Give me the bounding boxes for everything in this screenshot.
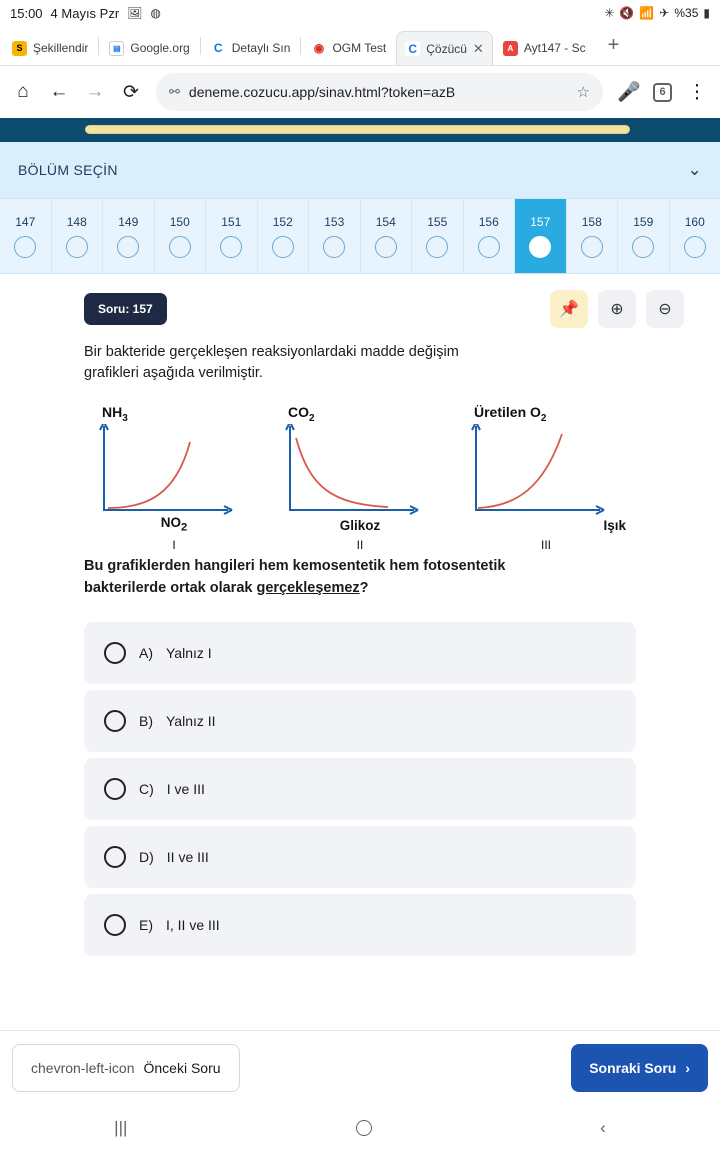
option-text: Yalnız I xyxy=(166,644,212,661)
new-tab-button[interactable]: + xyxy=(607,34,620,56)
question-number-label: 148 xyxy=(66,214,87,229)
url-text: deneme.cozucu.app/sinav.html?token=azB xyxy=(188,84,456,100)
question-area xyxy=(0,274,720,956)
question-number-label: 160 xyxy=(684,214,705,229)
question-number-157-active[interactable] xyxy=(515,199,567,273)
question-number-label: 156 xyxy=(478,214,499,229)
system-navigation-bar[interactable] xyxy=(0,1104,720,1152)
question-number-155[interactable] xyxy=(412,199,464,273)
tab-divider xyxy=(300,37,301,55)
tab-label: OGM Test xyxy=(332,41,387,55)
status-bubble xyxy=(581,236,603,258)
question-number-label: 152 xyxy=(272,214,293,229)
signal-icon: ✈ xyxy=(659,6,670,20)
browser-tab-1[interactable] xyxy=(4,31,96,65)
previous-question-label: Önceki Soru xyxy=(143,1059,221,1076)
answer-options xyxy=(84,622,636,956)
pin-icon[interactable]: 📌 xyxy=(550,290,588,328)
graph-2 xyxy=(270,402,450,552)
browser-tab-5-active[interactable] xyxy=(396,31,493,65)
graph-2-plot xyxy=(284,424,424,524)
browser-tab-2[interactable] xyxy=(101,31,197,65)
option-text: II ve III xyxy=(166,848,209,865)
home-circle-icon[interactable] xyxy=(356,1120,372,1136)
option-text: I ve III xyxy=(166,780,205,797)
tab-label: Çözücü xyxy=(426,41,467,56)
bluetooth-icon: ✳ xyxy=(604,6,615,20)
option-b[interactable] xyxy=(84,690,636,752)
graph-figure-group xyxy=(84,402,636,552)
question-prompt xyxy=(84,556,636,600)
question-number-label: 150 xyxy=(169,214,190,229)
tab-divider xyxy=(200,37,201,55)
question-prompt-a: Bu grafiklerden hangileri hem kemosentetik hem fotosentetik xyxy=(84,558,506,575)
radio-button[interactable] xyxy=(104,642,126,664)
whatsapp-icon: ◍ xyxy=(150,6,161,20)
previous-question-button[interactable] xyxy=(12,1044,240,1092)
browser-toolbar xyxy=(0,66,720,118)
question-number-label: 151 xyxy=(221,214,242,229)
tab-count-button[interactable]: 6 xyxy=(653,83,672,102)
status-bubble xyxy=(272,236,294,258)
option-text: I, II ve III xyxy=(166,916,220,933)
question-number-147[interactable] xyxy=(0,199,52,273)
recents-icon[interactable]: ||| xyxy=(114,1118,128,1137)
zoom-out-icon[interactable]: ⊖ xyxy=(646,290,684,328)
option-e[interactable] xyxy=(84,894,636,956)
next-question-button[interactable] xyxy=(571,1044,708,1092)
stem-line-1: Bir bakteride gerçekleşen reaksiyonlardaki madde değişim xyxy=(84,344,459,360)
graph-2-x-axis-label: Glikoz xyxy=(339,518,381,534)
progress-bar xyxy=(85,125,630,134)
browser-tab-strip[interactable] xyxy=(0,26,720,66)
question-number-150[interactable] xyxy=(155,199,207,273)
option-letter: A) xyxy=(139,644,153,661)
graph-1-x-axis-label: $NO_2$ xyxy=(160,515,188,534)
exam-progress-header xyxy=(0,118,720,142)
chevron-left-icon: chevron-left-icon xyxy=(31,1059,135,1076)
radio-button[interactable] xyxy=(104,846,126,868)
browser-tab-4[interactable] xyxy=(303,31,394,65)
close-icon[interactable]: ✕ xyxy=(472,40,484,56)
battery-icon: ▮ xyxy=(703,6,710,20)
tab-label: Ayt147 - Sc xyxy=(523,41,586,55)
tab-label: Şekillendir xyxy=(33,41,89,55)
question-number-strip[interactable] xyxy=(0,198,720,274)
question-number-label: 159 xyxy=(633,214,654,229)
address-bar[interactable] xyxy=(156,73,603,111)
question-number-label: 157 xyxy=(530,214,551,229)
question-body xyxy=(84,342,636,600)
graph-1-roman: I xyxy=(172,537,176,552)
status-bubble xyxy=(684,236,706,258)
cozucu-icon: C xyxy=(211,41,226,56)
question-number-label: 155 xyxy=(427,214,448,229)
status-bubble xyxy=(117,236,139,258)
image-icon: 🖼 xyxy=(127,6,143,20)
question-number-label: 158 xyxy=(581,214,602,229)
option-letter: C) xyxy=(139,780,154,797)
status-bubble xyxy=(220,236,242,258)
question-tools xyxy=(550,290,684,328)
tab-label: Detaylı Sın xyxy=(231,41,291,55)
s-letter-icon: S xyxy=(12,41,27,56)
graph-1 xyxy=(84,402,264,552)
radio-button[interactable] xyxy=(104,914,126,936)
graph-3-y-axis-label: Üretilen $O_2$ xyxy=(474,404,547,424)
question-badge: Soru: 157 xyxy=(84,293,167,325)
graph-3-x-axis-label: Işık xyxy=(603,518,626,534)
option-letter: B) xyxy=(139,712,153,729)
status-date: 4 Mayıs Pzr xyxy=(50,5,120,21)
browser-tab-3[interactable] xyxy=(203,31,299,65)
option-a[interactable] xyxy=(84,622,636,684)
question-number-151[interactable] xyxy=(206,199,258,273)
microphone-icon[interactable]: 🎤 xyxy=(617,82,641,103)
status-bar xyxy=(0,0,720,26)
radio-button[interactable] xyxy=(104,778,126,800)
question-header xyxy=(0,290,720,328)
cozucu-icon: C xyxy=(405,41,420,56)
question-number-149[interactable] xyxy=(103,199,155,273)
option-text: Yalnız II xyxy=(166,712,216,729)
chevron-down-icon[interactable]: ⌄ xyxy=(687,160,702,179)
section-selector-label: BÖLÜM SEÇİN xyxy=(18,162,118,178)
star-icon[interactable]: ☆ xyxy=(576,84,590,101)
radio-button[interactable] xyxy=(104,710,126,732)
question-number-158[interactable] xyxy=(567,199,619,273)
status-bubble xyxy=(478,236,500,258)
overflow-menu-icon[interactable]: ⋮ xyxy=(687,81,707,103)
option-letter: E) xyxy=(139,916,153,933)
next-question-label: Sonraki Soru xyxy=(589,1059,677,1076)
graph-3-roman: III xyxy=(540,537,551,552)
question-number-160[interactable] xyxy=(670,199,720,273)
question-number-159[interactable] xyxy=(618,199,670,273)
back-icon[interactable]: ‹ xyxy=(600,1118,606,1137)
option-c[interactable] xyxy=(84,758,636,820)
question-prompt-b: bakterilerde ortak olarak xyxy=(84,579,257,596)
graph-2-y-axis-label: $CO_2$ xyxy=(288,404,315,424)
option-d[interactable] xyxy=(84,826,636,888)
status-bubble xyxy=(632,236,654,258)
tab-label: Google.org xyxy=(130,41,190,55)
ayt-icon: A xyxy=(503,41,518,56)
question-number-152[interactable] xyxy=(258,199,310,273)
tab-divider xyxy=(98,37,99,55)
question-number-154[interactable] xyxy=(361,199,413,273)
question-number-153[interactable] xyxy=(309,199,361,273)
status-bubble xyxy=(323,236,345,258)
question-footer xyxy=(0,1030,720,1104)
ogm-icon: ◉ xyxy=(311,41,326,56)
option-letter: D) xyxy=(139,848,154,865)
battery-percent: %35 xyxy=(674,6,699,20)
status-bubble xyxy=(529,236,551,258)
page-info-icon[interactable]: ⚯ xyxy=(169,84,180,99)
question-number-label: 153 xyxy=(324,214,345,229)
question-number-label: 147 xyxy=(15,214,36,229)
back-arrow-icon[interactable]: ← xyxy=(49,81,69,102)
question-number-label: 149 xyxy=(118,214,139,229)
graph-3-plot xyxy=(470,424,610,524)
google-docs-icon: ▤ xyxy=(109,41,124,56)
stem-line-2: grafikleri aşağıda verilmiştir. xyxy=(84,365,263,382)
question-number-label: 154 xyxy=(375,214,396,229)
chevron-right-icon: › xyxy=(685,1059,690,1076)
status-bubble xyxy=(426,236,448,258)
status-bubble xyxy=(375,236,397,258)
status-time: 15:00 xyxy=(10,5,43,21)
forward-arrow-icon[interactable]: → xyxy=(85,81,105,102)
question-prompt-underlined: gerçekleşemez xyxy=(256,579,360,596)
status-bubble xyxy=(169,236,191,258)
graph-3 xyxy=(456,402,636,552)
web-page xyxy=(0,118,720,956)
graph-1-y-axis-label: $NH_3$ xyxy=(102,404,128,424)
reload-icon[interactable]: ⟳ xyxy=(123,81,139,103)
browser-tab-6[interactable] xyxy=(495,31,594,65)
question-number-156[interactable] xyxy=(464,199,516,273)
question-number-148[interactable] xyxy=(52,199,104,273)
graph-1-plot xyxy=(98,424,238,524)
status-bubble xyxy=(14,236,36,258)
status-bubble xyxy=(66,236,88,258)
question-prompt-c: ? xyxy=(359,579,369,596)
wifi-icon: 📶 xyxy=(639,6,655,20)
section-selector[interactable] xyxy=(0,142,720,198)
zoom-in-icon[interactable]: ⊕ xyxy=(598,290,636,328)
graph-2-roman: II xyxy=(356,537,364,552)
home-icon[interactable]: ⌂ xyxy=(17,81,29,102)
mute-icon: 🔇 xyxy=(619,6,635,20)
